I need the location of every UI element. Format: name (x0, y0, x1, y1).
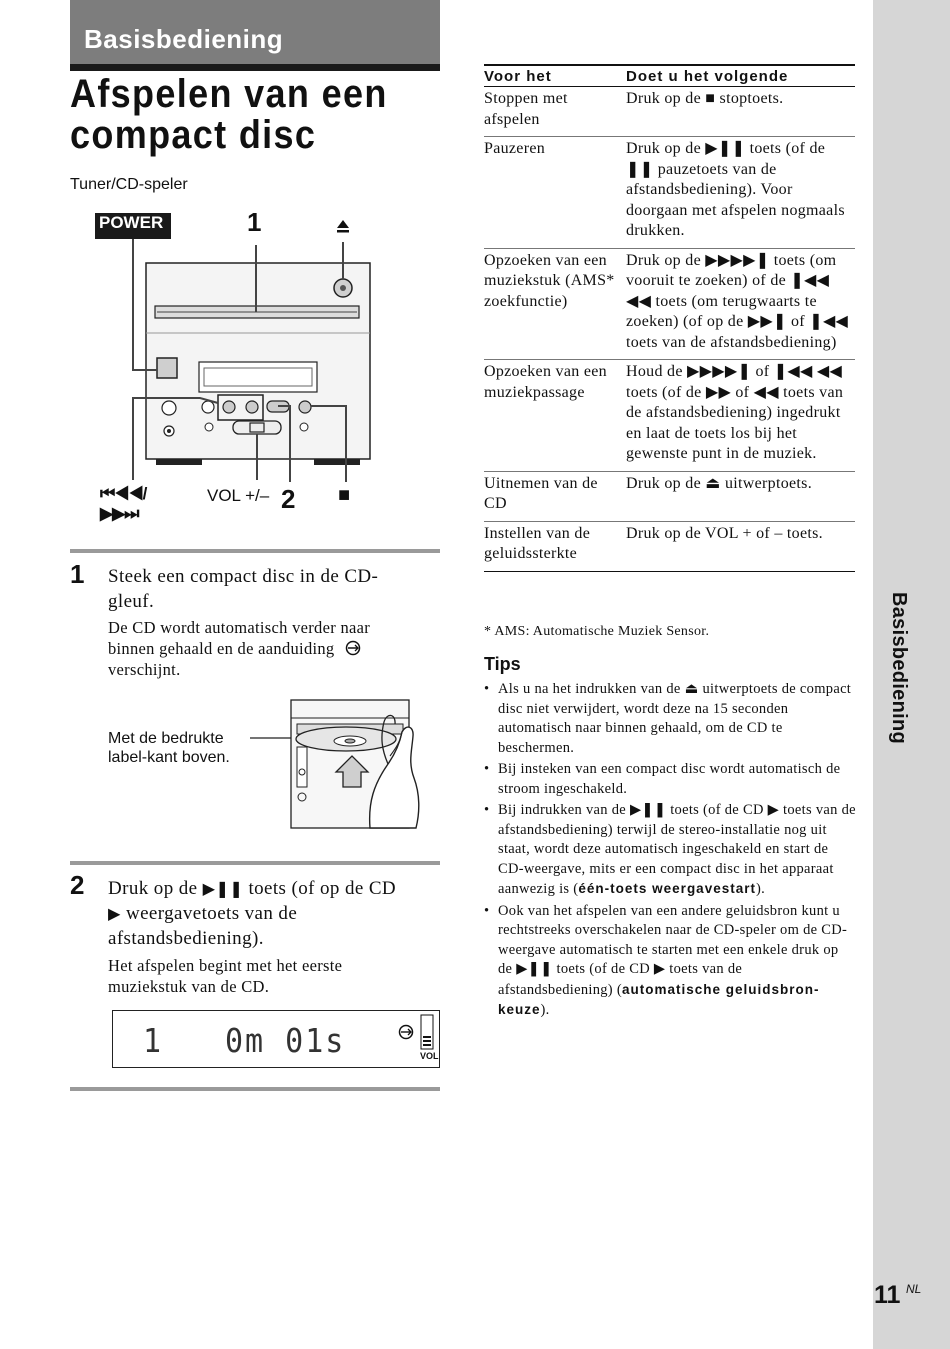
step1-sub-line3: verschijnt. (108, 660, 181, 679)
tip4-bold-term: automatische geluidsbron-keuze (498, 981, 820, 1017)
disc-indicator-icon (397, 1023, 415, 1041)
table-header-col2: Doet u het volgende (626, 65, 855, 87)
table-row (484, 137, 855, 249)
step2-main-line1 (108, 876, 438, 901)
play-pause-icon: ▶❚❚ (202, 879, 244, 898)
step2-main-b: toets (of op de CD (243, 878, 397, 899)
skip-symbols (100, 484, 146, 524)
disc-label-line2: label-kant boven. (108, 749, 230, 766)
step2-main-text (108, 876, 438, 951)
callout-1: 1 (247, 207, 262, 237)
tips-heading: Tips (484, 654, 521, 674)
step1-main-text (108, 564, 438, 614)
step1-main-line2: gleuf. (108, 591, 155, 612)
tips-list (484, 680, 856, 1023)
step2-rule (70, 861, 440, 865)
callout-2: 2 (281, 484, 296, 514)
device-display (199, 362, 317, 392)
table-row (484, 248, 855, 360)
page-title (70, 74, 412, 156)
table-cell-instruction: Druk op de ▶❚❚ toets (of de ❚❚ pauzetoets van de afstandsbediening). Voor doorgaan met afspelen nogmaals drukken. (626, 137, 855, 249)
step2-sub-line2: muziekstuk van de CD. (108, 977, 270, 996)
tip-item: • Als u na het indrukken van de ⏏ uitwerptoets de compact disc niet verwijdert, wordt deze na 15 seconden automatisch naar binnen gehaald, om de CD te beschermen. (484, 680, 856, 758)
page-title-line2: compact disc (70, 113, 317, 157)
tip4-text-a: Ook van het afspelen van een andere geluidsbron kunt u rechtstreeks overschakelen naar de CD-speler om de CD-weergave automatisch te starten met een enkele druk op de ▶❚❚ toets (of de CD ▶ toets van de afstandsbediening) ( (498, 902, 848, 998)
step1-sub-line1: De CD wordt automatisch verder naar (108, 618, 371, 637)
skip-forward-symbols: ▶▶⏭ (100, 504, 139, 523)
stop-button (299, 401, 311, 413)
tip4-text-b: ). (540, 1002, 550, 1018)
disc-label-note (108, 729, 230, 767)
step2-main-d: afstandsbediening). (108, 928, 264, 949)
figure-caption: Tuner/CD-speler (70, 176, 188, 193)
disc-indicator-icon (343, 640, 363, 656)
vol-label: VOL +/– (207, 486, 270, 505)
power-button (157, 358, 177, 378)
step1-sub-line2: binnen gehaald en de aanduiding (108, 639, 335, 658)
disc-insertion-illustration (250, 692, 430, 842)
table-header-row (484, 65, 855, 87)
table-header-col1: Voor het (484, 65, 626, 87)
step2-sub-text (108, 955, 438, 997)
step2-number: 2 (70, 870, 85, 900)
cd-display-panel (112, 1010, 440, 1068)
table-row (484, 471, 855, 521)
step2-sub-line1: Het afspelen begint met het eerste (108, 956, 343, 975)
step1-main-line1: Steek een compact disc in de CD- (108, 566, 379, 587)
side-tab-label-wrap (872, 592, 912, 762)
table-row (484, 360, 855, 472)
display-vol-label: VOL (420, 1051, 439, 1061)
side-tab-label: Basisbediening (888, 592, 910, 745)
step2-main-line2 (108, 901, 438, 926)
display-track: 1 (143, 1022, 162, 1061)
table-cell-action: Opzoeken van een muziekpassage (484, 360, 626, 472)
volume-bar-icon (420, 1014, 434, 1050)
power-label: POWER (99, 213, 164, 232)
section-label: Basisbediening (84, 24, 284, 54)
table-row (484, 521, 855, 571)
tip-item (484, 902, 856, 1021)
step1-rule (70, 549, 440, 553)
table-cell-action: Instellen van de geluidssterkte (484, 521, 626, 571)
tip3-text-a: Bij indrukken van de ▶❚❚ toets (of de CD ▶ toets van de afstandsbediening) terwijl de stereo-installatie nog uit staat, wordt deze automatisch ingeschakeld en start de CD-weergave, mits er een compact disc in het apparaat aanwezig is ( (498, 802, 856, 897)
table-cell-instruction: Druk op de ■ stoptoets. (626, 87, 855, 137)
skip-back-symbols: ⏮◀◀/ (100, 484, 147, 503)
skip-forward-button (246, 401, 258, 413)
display-time: 0m 01s (225, 1022, 346, 1061)
step1-sub-line2-wrap (108, 638, 438, 659)
bottom-rule (70, 1087, 440, 1091)
table-cell-action: Stoppen met afspelen (484, 87, 626, 137)
table-cell-instruction: Houd de ▶▶▶▶❚ of ❚◀◀ ◀◀ toets (of de ▶▶ of ◀◀ toets van de afstandsbediening) ingedrukt en laat de toets los bij het gewenste punt in de muziek. (626, 360, 855, 472)
section-header-rule (70, 64, 440, 71)
tip3-text-b: ). (755, 881, 766, 897)
page-number-suffix: NL (906, 1282, 922, 1296)
table-cell-action: Uitnemen van de CD (484, 471, 626, 521)
tip-item: • Bij insteken van een compact disc wordt automatisch de stroom ingeschakeld. (484, 760, 856, 799)
table-cell-action: Pauzeren (484, 137, 626, 249)
table-cell-action: Opzoeken van een muziekstuk (AMS* zoekfunctie) (484, 248, 626, 360)
table-cell-instruction: Druk op de VOL + of – toets. (626, 521, 855, 571)
function-table (484, 64, 855, 572)
play-icon: ▶ (108, 904, 121, 923)
step1-number: 1 (70, 559, 85, 589)
stop-symbol: ■ (338, 484, 351, 506)
table-cell-instruction: Druk op de ▶▶▶▶❚ toets (om vooruit te zoeken) of de ❚◀◀ ◀◀ toets (om terugwaarts te zoeken) (of op de ▶▶❚ of ❚◀◀ toets van de afstandsbediening) (626, 248, 855, 360)
disc-label-line1: Met de bedrukte (108, 730, 224, 747)
page-title-line1: Afspelen van een (70, 72, 388, 116)
page-number: 11 (874, 1281, 901, 1309)
table-row (484, 87, 855, 137)
step2-main-c: weergavetoets van de (120, 903, 298, 924)
tip-item (484, 801, 856, 900)
skip-back-button (223, 401, 235, 413)
step2-main-a: Druk op de (108, 878, 203, 899)
step1-sub-text (108, 617, 438, 680)
tip3-bold-term: één-toets weergavestart (578, 881, 756, 896)
table-cell-instruction: Druk op de ⏏ uitwerptoets. (626, 471, 855, 521)
footnote: * AMS: Automatische Muziek Sensor. (484, 624, 710, 639)
